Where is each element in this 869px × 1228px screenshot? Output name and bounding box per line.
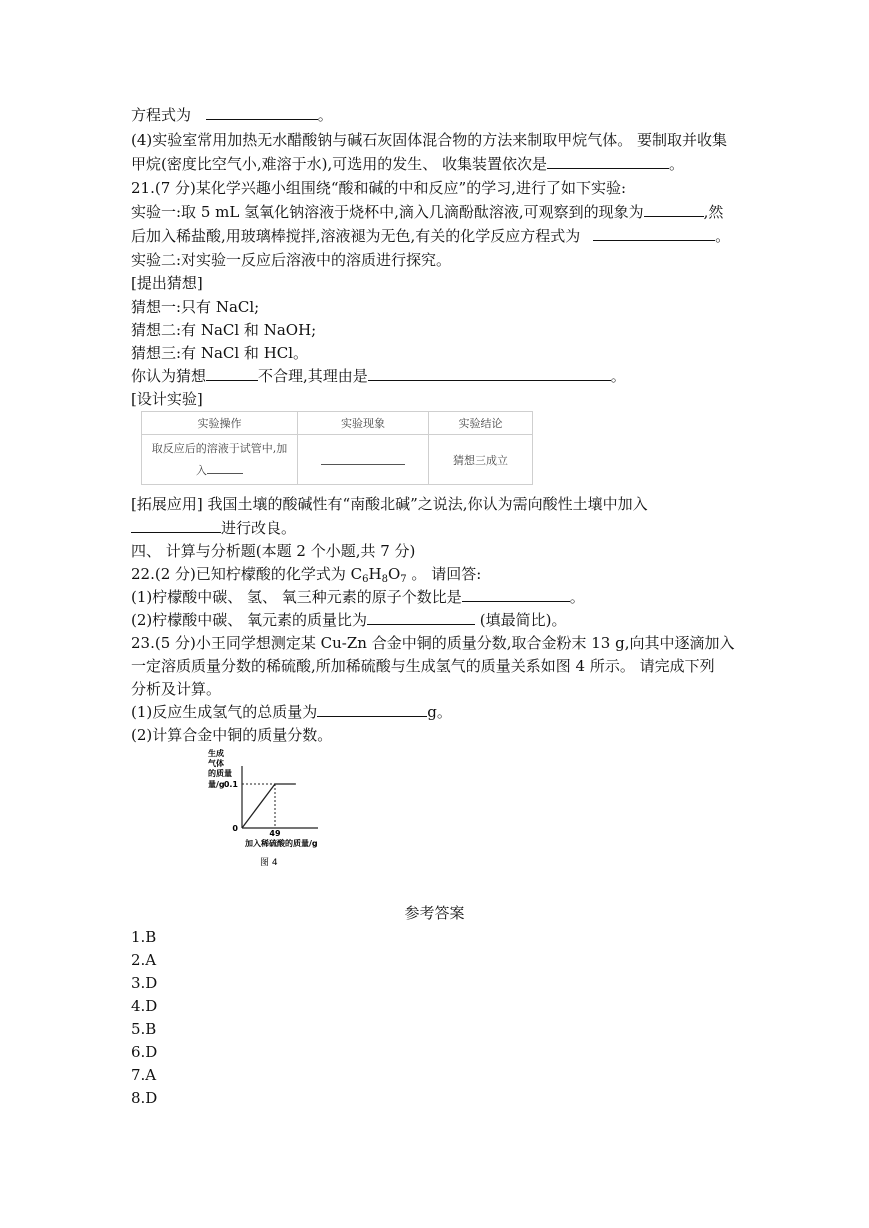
answer-item: 1.B — [131, 928, 157, 946]
text-line — [131, 297, 259, 317]
answer-blank[interactable] — [321, 452, 405, 465]
answer-blank[interactable] — [317, 702, 427, 717]
text-line — [131, 130, 727, 150]
y-axis-label-line: 生成 — [208, 749, 224, 758]
answer-blank[interactable] — [131, 518, 221, 533]
figure-caption: 图 4 — [260, 858, 278, 868]
text: (1)柠檬酸中碳、 氢、 氧三种元素的原子个数比是 — [131, 588, 462, 606]
answer-item: 3.D — [131, 974, 158, 992]
answer-blank[interactable] — [368, 366, 611, 381]
text: (填最简比)。 — [475, 611, 567, 629]
text: H — [368, 565, 382, 583]
section-heading — [131, 389, 203, 409]
section-heading — [131, 541, 415, 561]
text-line — [131, 105, 333, 125]
text-line — [131, 633, 734, 653]
answer-item: 5.B — [131, 1020, 157, 1038]
table-header-cell: 实验操作 — [142, 412, 298, 435]
table-header-cell: 实验现象 — [298, 412, 429, 435]
text-line — [131, 587, 585, 607]
answer-item: 8.D — [131, 1089, 158, 1107]
text: (4)实验室常用加热无水醋酸钠与碱石灰固体混合物的方法来制取甲烷气体。 要制取并收集 — [131, 131, 728, 149]
text-line — [131, 518, 296, 538]
text: 你认为猜想 — [131, 367, 207, 385]
text: g。 — [427, 703, 452, 721]
x-axis-label: 加入稀硫酸的质量/g — [245, 839, 318, 848]
text: 入 — [196, 463, 207, 477]
text: 后加入稀盐酸,用玻璃棒搅拌,溶液褪为无色,有关的化学反应方程式为 — [131, 227, 581, 245]
text: ,然 — [703, 203, 724, 221]
text: 。 — [715, 227, 731, 245]
table-header-cell: 实验结论 — [429, 412, 533, 435]
table-cell: 猜想三成立 — [429, 435, 533, 485]
text: 。 请回答: — [406, 565, 482, 583]
table-cell — [298, 435, 429, 485]
y-axis-label-line: 量/g — [208, 780, 225, 789]
text-line — [131, 656, 715, 676]
text: 。 — [669, 155, 685, 173]
cell-line: 取反应后的溶液于试管中,加 — [151, 441, 288, 455]
text: [拓展应用] 我国土壤的酸碱性有“南酸北碱”之说法,你认为需向酸性土壤中加入 — [131, 495, 648, 513]
text-line — [131, 226, 730, 246]
text: 实验二:对实验一反应后溶液中的溶质进行探究。 — [131, 251, 452, 269]
text: 一定溶质质量分数的稀硫酸,所加稀硫酸与生成氢气的质量关系如图 4 所示。 请完成下列 — [131, 657, 715, 675]
text-line — [131, 320, 316, 340]
text: [设计实验] — [131, 390, 203, 408]
text: 23.(5 分)小王同学想测定某 Cu-Zn 合金中铜的质量分数,取合金粉末 13 g,向其中逐滴加入 — [131, 634, 735, 652]
text-line — [131, 679, 221, 699]
text: (1)反应生成氢气的总质量为 — [131, 703, 318, 721]
text-line — [131, 202, 723, 222]
subscript: 7 — [400, 574, 407, 585]
y-axis-label-line: 的质量 — [208, 769, 232, 778]
experiment-table — [141, 411, 533, 485]
text-line — [131, 610, 567, 630]
text: 猜想一:只有 NaCl; — [131, 298, 260, 316]
text: 进行改良。 — [221, 519, 297, 537]
text-line — [131, 178, 626, 198]
hydrogen-mass-chart — [198, 746, 348, 876]
answer-item: 4.D — [131, 997, 158, 1015]
text: 分析及计算。 — [131, 680, 222, 698]
text-line — [131, 154, 684, 174]
text: 。 — [610, 367, 626, 385]
subscript: 6 — [362, 574, 369, 585]
answer-blank[interactable] — [206, 105, 318, 120]
answers-title — [0, 903, 869, 923]
subscript: 8 — [381, 574, 388, 585]
table-header-row — [142, 412, 533, 435]
text: 不合理,其理由是 — [258, 367, 368, 385]
text: 方程式为 — [131, 106, 192, 124]
text: 猜想三:有 NaCl 和 HCl。 — [131, 344, 309, 362]
text-line — [131, 702, 452, 722]
y-axis-label-line: 气体 — [208, 759, 224, 768]
text-line — [131, 250, 451, 270]
answer-blank[interactable] — [207, 461, 243, 474]
table-cell — [142, 435, 298, 485]
text: 猜想二:有 NaCl 和 NaOH; — [131, 321, 317, 339]
x-tick-label: 49 — [269, 829, 281, 838]
text-line — [131, 564, 481, 584]
answer-blank[interactable] — [367, 610, 475, 625]
text: 。 — [569, 588, 585, 606]
text: O — [387, 565, 401, 583]
chart-marks — [242, 784, 296, 828]
text-line — [131, 366, 626, 386]
text-line — [131, 343, 308, 363]
section-heading — [131, 273, 203, 293]
text: 参考答案 — [404, 904, 465, 922]
text: 甲烷(密度比空气小,难溶于水),可选用的发生、 收集装置依次是 — [131, 155, 548, 173]
answer-item: 7.A — [131, 1066, 157, 1084]
y-tick-label: 0.1 — [223, 780, 238, 789]
series-line — [242, 784, 296, 828]
text: 22.(2 分)已知柠檬酸的化学式为 C — [131, 565, 363, 583]
text-line — [131, 725, 332, 745]
text: (2)柠檬酸中碳、 氧元素的质量比为 — [131, 611, 368, 629]
text: [提出猜想] — [131, 274, 203, 292]
origin-label: 0 — [232, 824, 238, 833]
answer-blank[interactable] — [644, 202, 704, 217]
answer-blank[interactable] — [462, 587, 570, 602]
text: 四、 计算与分析题(本题 2 个小题,共 7 分) — [131, 542, 416, 560]
answer-blank[interactable] — [206, 366, 258, 381]
text: 实验一:取 5 mL 氢氧化钠溶液于烧杯中,滴入几滴酚酞溶液,可观察到的现象为 — [131, 203, 644, 221]
text-line — [131, 494, 648, 514]
cell-line — [142, 460, 297, 482]
table-row — [142, 435, 533, 485]
text: 。 — [317, 106, 333, 124]
answer-blank[interactable] — [593, 226, 715, 241]
answer-item: 6.D — [131, 1043, 158, 1061]
text: 21.(7 分)某化学兴趣小组围绕“酸和碱的中和反应”的学习,进行了如下实验: — [131, 179, 627, 197]
text: (2)计算合金中铜的质量分数。 — [131, 726, 333, 744]
answer-item: 2.A — [131, 951, 157, 969]
answer-blank[interactable] — [547, 154, 669, 169]
